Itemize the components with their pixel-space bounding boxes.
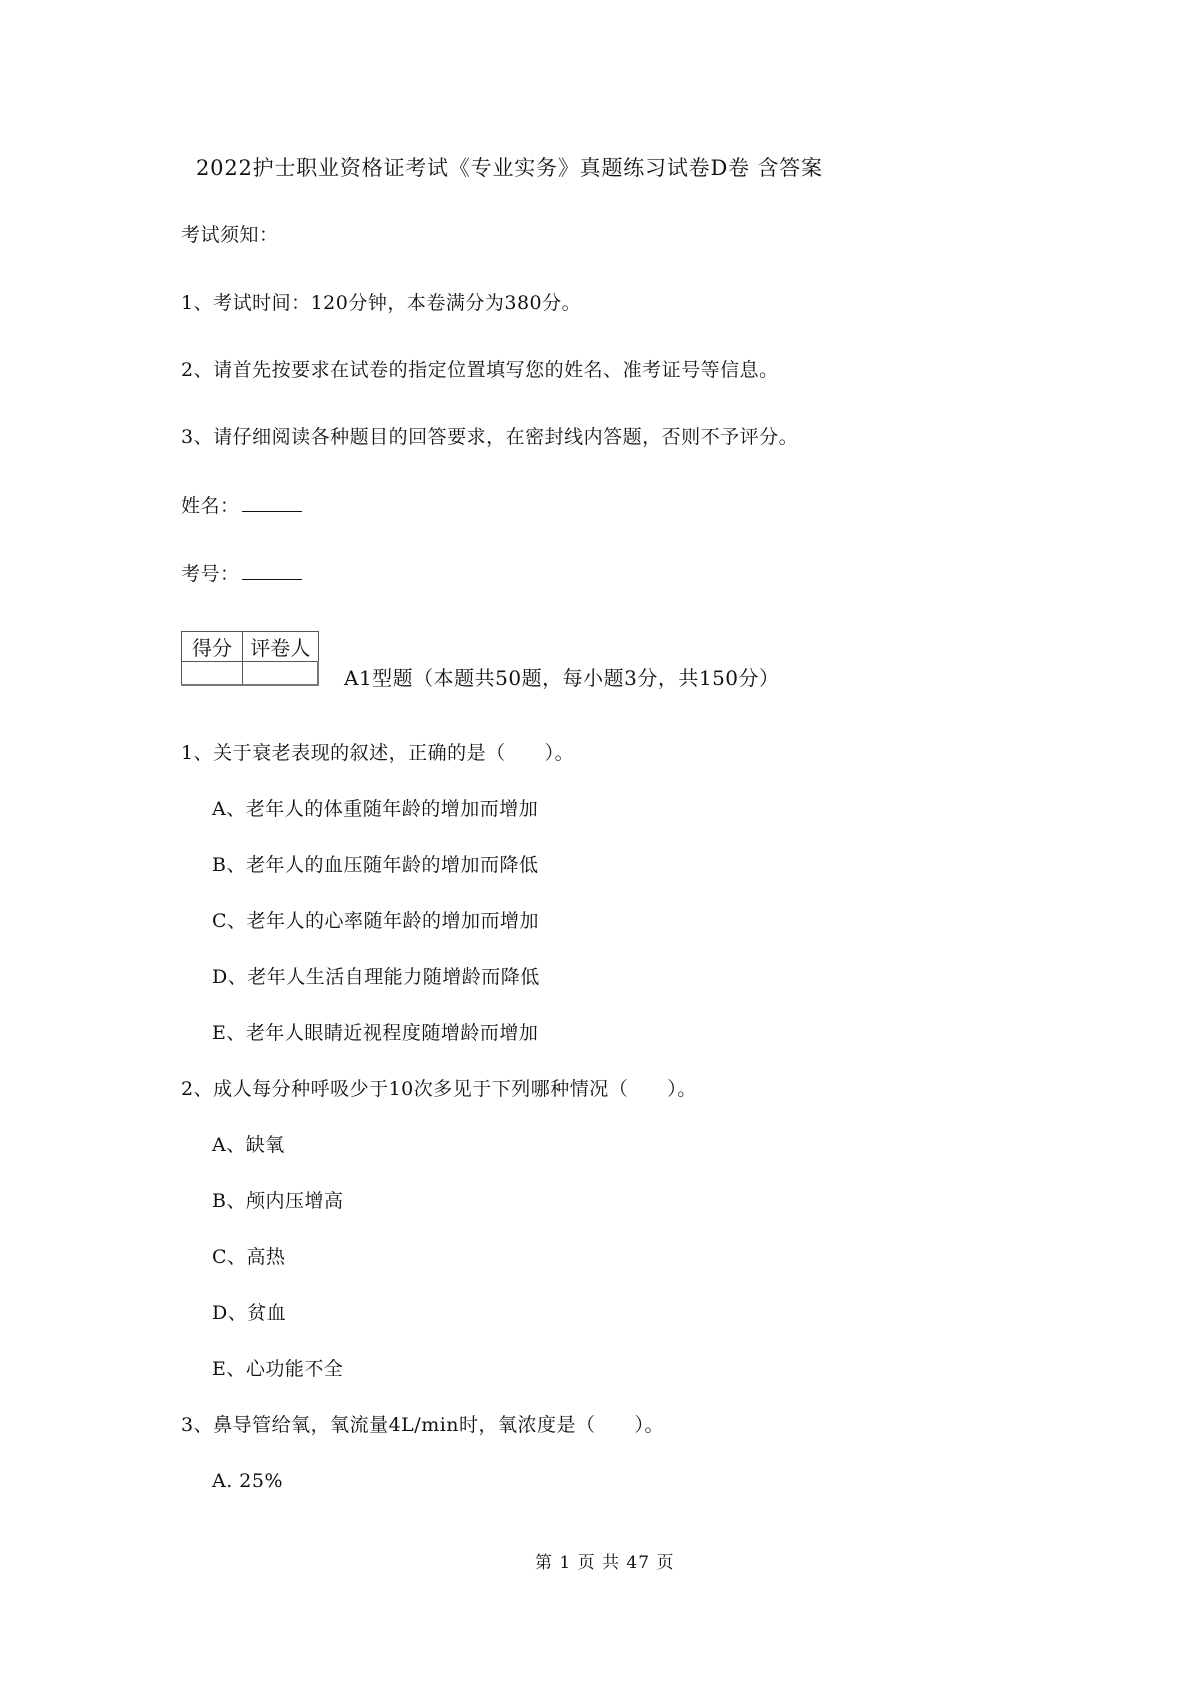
name-field (181, 493, 302, 518)
question-option: A、老年人的体重随年龄的增加而增加 (212, 798, 539, 820)
question-option: A. 25% (212, 1470, 284, 1492)
question-option: E、老年人眼睛近视程度随增龄而增加 (212, 1022, 539, 1044)
name-label: 姓名： (181, 495, 240, 517)
question-option: C、高热 (212, 1246, 286, 1268)
notice-item: 3、请仔细阅读各种题目的回答要求，在密封线内答题，否则不予评分。 (181, 426, 799, 448)
score-table (181, 631, 319, 686)
score-cell (182, 662, 243, 686)
question-stem: 2、成人每分种呼吸少于10次多见于下列哪种情况（ ）。 (181, 1078, 697, 1100)
question-option: B、老年人的血压随年龄的增加而降低 (212, 854, 539, 876)
document-title: 2022护士职业资格证考试《专业实务》真题练习试卷D卷 含答案 (196, 156, 823, 180)
question-option: D、贫血 (212, 1302, 287, 1324)
question-stem: 1、关于衰老表现的叙述，正确的是（ ）。 (181, 742, 575, 764)
page-number: 第 1 页 共 47 页 (535, 1553, 675, 1573)
notice-item: 2、请首先按要求在试卷的指定位置填写您的姓名、准考证号等信息。 (181, 359, 779, 381)
question-option: D、老年人生活自理能力随增龄而降低 (212, 966, 540, 988)
notice-item: 1、考试时间：120分钟，本卷满分为380分。 (181, 292, 582, 314)
question-option: A、缺氧 (212, 1134, 285, 1156)
section-heading: A1型题（本题共50题，每小题3分，共150分） (344, 666, 780, 690)
question-option: E、心功能不全 (212, 1358, 344, 1380)
name-blank-line[interactable] (242, 493, 302, 512)
question-option: B、颅内压增高 (212, 1190, 344, 1212)
grader-header: 评卷人 (243, 632, 319, 662)
question-option: C、老年人的心率随年龄的增加而增加 (212, 910, 540, 932)
exam-number-blank-line[interactable] (242, 561, 302, 580)
exam-number-label: 考号： (181, 563, 240, 585)
grader-cell (243, 662, 319, 686)
question-stem: 3、鼻导管给氧，氧流量4L/min时，氧浓度是（ ）。 (181, 1414, 665, 1436)
score-header: 得分 (182, 632, 243, 662)
exam-number-field (181, 561, 302, 586)
notice-heading: 考试须知： (181, 224, 279, 246)
